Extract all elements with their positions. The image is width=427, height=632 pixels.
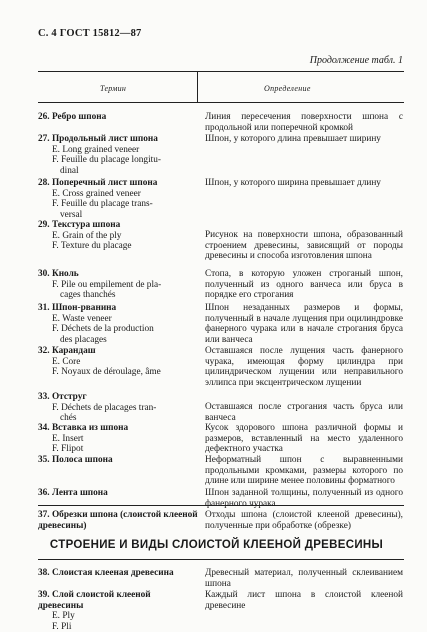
term-name: Продольный лист шпона xyxy=(51,134,158,144)
section-heading: СТРОЕНИЕ И ВИДЫ СЛОИСТОЙ КЛЕЕНОЙ ДРЕВЕСИНЫ xyxy=(49,539,384,551)
translation-line: versal xyxy=(60,209,83,220)
term-definition: Неформатный шпон с выравненными продольными кромками, размеры которого по длине или ширине менее половины форматного xyxy=(205,455,403,487)
translation-line: F. Pli xyxy=(52,621,72,632)
translation-line: F. Flipot xyxy=(52,444,84,455)
term-name: Отструг xyxy=(51,392,87,402)
term-number: 36. xyxy=(38,488,50,498)
translation-line: F. Déchets de la production xyxy=(52,324,154,335)
term-name: Текстура шпона xyxy=(51,220,121,230)
translation-line: des placages xyxy=(60,334,107,345)
term-number: 29. xyxy=(38,220,50,230)
term-definition: Древесный материал, полученный склеиванием шпона xyxy=(205,568,403,589)
term-definition: Рисунок на поверхности шпона, образованный строением древесины, зависящий от породы древесины и способа изготовления шпона xyxy=(205,230,403,262)
term-entry xyxy=(38,568,198,579)
translation-line: E. Waste veneer xyxy=(52,313,112,324)
translation-line: F. Feuille du placage longitu- xyxy=(52,155,161,166)
term-name: Карандаш xyxy=(51,346,96,356)
term-number: 32. xyxy=(38,346,50,356)
term-number: 27. xyxy=(38,134,50,144)
term-name: Слой слоистой клееной древесины xyxy=(38,590,151,611)
term-number: 31. xyxy=(38,303,50,313)
page-reference: С. 4 ГОСТ 15812—87 xyxy=(38,28,142,39)
column-header-term: Термин xyxy=(100,84,127,93)
translation-line: E. Core xyxy=(52,356,81,367)
term-number: 38. xyxy=(38,568,50,578)
term-number: 35. xyxy=(38,455,50,465)
term-definition: Шпон, у которого длина превышает ширину xyxy=(205,134,381,144)
term-name: Вставка из шпона xyxy=(51,423,129,433)
translation-line: chés xyxy=(60,413,77,424)
term-definition: Оставшаяся после лущения часть фанерного чурака, имеющая форму цилиндра при цилиндрическом лущении или неправильного эллипса при эксцентрическом лущении xyxy=(205,346,403,388)
term-definition: Шпон, у которого ширина превышает длину xyxy=(205,178,381,188)
term-number: 34. xyxy=(38,423,50,433)
translation-line: dinal xyxy=(60,165,79,176)
translation-line: cages thanchés xyxy=(60,290,116,301)
term-number: 30. xyxy=(38,269,50,279)
term-name: Слоистая клееная древесина xyxy=(51,568,174,578)
translation-line: E. Grain of the ply xyxy=(52,230,122,241)
term-name: Шпон-рванина xyxy=(51,303,117,313)
term-name: Лента шпона xyxy=(51,488,108,498)
term-definition: Линия пересечения поверхности шпона с продольной или поперечной кромкой xyxy=(205,112,403,133)
term-definition: Шпон заданной толщины, полученный из одного фанерного чурака xyxy=(205,488,403,509)
term-entry xyxy=(38,590,198,632)
term-name: Полоса шпона xyxy=(51,455,113,465)
term-definition: Оставшаяся после строгания часть бруса или ванчеса xyxy=(205,402,403,423)
term-number: 26. xyxy=(38,112,50,122)
term-definition: Стопа, в которую уложен строганый шпон, полученный из одного ванчеса или бруса в порядке его строгания xyxy=(205,269,403,301)
term-number: 37. xyxy=(38,510,50,520)
term-definition: Кусок здорового шпона различной формы и размеров, вставленный на место удаленного дефектного участка xyxy=(205,423,403,455)
term-definition: Шпон незаданных размеров и формы, полученный в начале лущения при оцилиндровке фанерного чурака или в начале строгания бруса или ванчеса xyxy=(205,303,403,345)
term-name: Кноль xyxy=(51,269,79,279)
translation-line: E. Insert xyxy=(52,433,84,444)
term-definition: Отходы шпона (слоистой клееной древесины), полученные при обработке (обрезке) xyxy=(205,510,403,531)
translation-line: E. Ply xyxy=(52,611,75,622)
column-header-definition: Определение xyxy=(264,84,311,93)
translation-line: F. Feuille du placage trans- xyxy=(52,199,153,210)
term-number: 28. xyxy=(38,178,50,188)
translation-line: E. Cross grained veneer xyxy=(52,188,141,199)
term-name: Поперечный лист шпона xyxy=(51,178,158,188)
term-name: Ребро шпона xyxy=(51,112,107,122)
table-continuation-label: Продолжение табл. 1 xyxy=(309,55,403,66)
translation-line: F. Pile ou empilement de pla- xyxy=(52,279,162,290)
term-number: 33. xyxy=(38,392,50,402)
term-definition: Каждый лист шпона в слоистой клееной древесине xyxy=(205,590,403,611)
term-entry xyxy=(38,510,198,531)
term-name: Обрезки шпона (слоистой клееной древесины) xyxy=(38,510,198,531)
section-bottom-rule xyxy=(38,559,404,560)
translation-line: F. Déchets de placages tran- xyxy=(52,402,157,413)
translation-line: E. Long grained veneer xyxy=(52,144,140,155)
term-entry xyxy=(38,488,198,499)
term-number: 39. xyxy=(38,590,50,600)
translation-line: F. Noyaux de déroulage, âme xyxy=(52,367,161,378)
translation-line: F. Texture du placage xyxy=(52,241,132,252)
